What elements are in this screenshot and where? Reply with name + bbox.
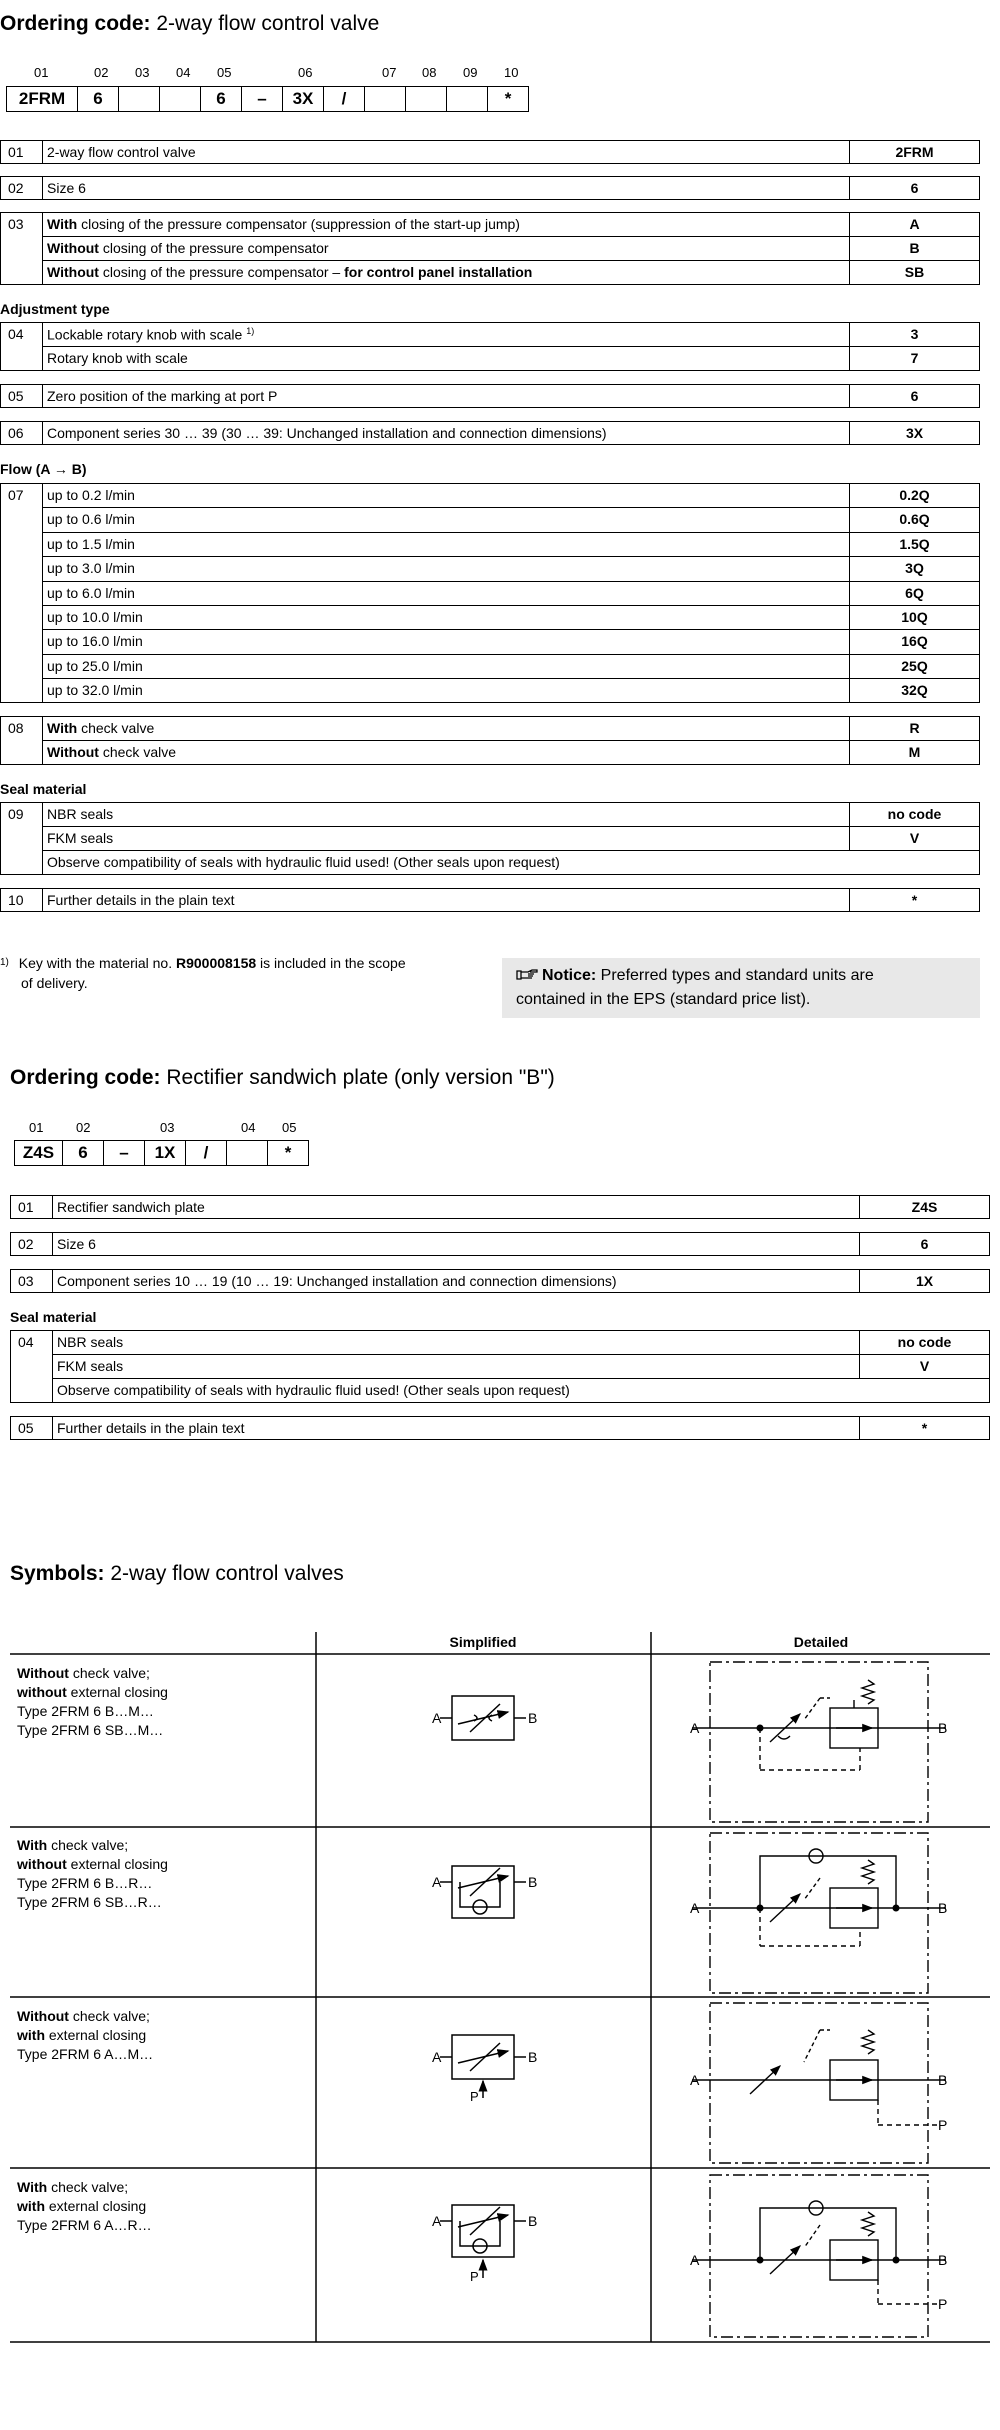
row-code: 25Q	[849, 655, 979, 678]
port-p-label: P	[470, 2089, 479, 2104]
port-p-label: P	[938, 2296, 948, 2312]
row-code: 1X	[859, 1270, 989, 1292]
port-a-label: A	[690, 2072, 700, 2088]
row-number: 01	[1, 141, 43, 163]
code-cell	[447, 86, 488, 112]
option-row-01	[0, 140, 980, 164]
code-position-numbers	[0, 65, 560, 81]
option-row-03c	[43, 261, 979, 284]
symbol-row-label-3: Without check valve; with external closing Type 2FRM 6 A…M…	[17, 2008, 154, 2062]
row-code: 7	[849, 347, 979, 370]
row-code: *	[859, 1417, 989, 1439]
row-number: 07	[1, 484, 43, 702]
port-b-label: B	[938, 1720, 948, 1736]
ordering-code-title: Ordering code: 2-way flow control valve	[0, 12, 380, 35]
simplified-symbol-3	[440, 2035, 526, 2098]
row-code: R	[849, 717, 979, 740]
row-number: 05	[1, 385, 43, 407]
flow-row	[43, 606, 979, 630]
row-number: 02	[1, 177, 43, 199]
port-a-label: A	[432, 2049, 442, 2065]
row-text: Observe compatibility of seals with hydraulic fluid used! (Other seals upon request)	[57, 1382, 570, 1398]
flow-row	[43, 557, 979, 581]
code-num: 01	[34, 65, 49, 80]
row-text: Further details in the plain text	[57, 1420, 245, 1436]
row-number: 09	[1, 803, 43, 874]
code-cell: –	[104, 1140, 145, 1166]
code-num: 04	[176, 65, 191, 80]
row-number: 01	[11, 1196, 53, 1218]
code-num: 02	[94, 65, 109, 80]
code-cell: –	[242, 86, 283, 112]
section-heading-flow: Flow (A → B)	[0, 461, 87, 477]
column-header-simplified: Simplified	[449, 1634, 517, 1650]
option-group-08	[0, 716, 980, 765]
row-number: 03	[1, 213, 43, 284]
row-number: 04	[1, 323, 43, 370]
code-cell	[227, 1140, 268, 1166]
detailed-symbol-3	[692, 2003, 946, 2163]
code-position-numbers	[0, 1120, 320, 1136]
row-text: up to 3.0 l/min	[47, 560, 135, 577]
option-group-03	[0, 212, 980, 285]
row-text: Size 6	[47, 180, 86, 196]
option-row-02	[0, 176, 980, 200]
option-row-03b	[43, 237, 979, 261]
flow-row	[43, 484, 979, 508]
row-number: 02	[11, 1233, 53, 1255]
port-a-label: A	[432, 1874, 442, 1890]
code-cell	[160, 86, 201, 112]
code-num: 07	[382, 65, 397, 80]
port-p-label: P	[938, 2117, 948, 2133]
code-cell: 2FRM	[6, 86, 78, 112]
code-cell	[365, 86, 406, 112]
row-code: no code	[859, 1331, 989, 1354]
rectifier-row-05	[10, 1416, 990, 1440]
flow-row	[43, 630, 979, 654]
row-text: FKM seals	[47, 830, 114, 846]
row-code: 0.2Q	[849, 484, 979, 507]
flow-row	[43, 508, 979, 532]
row-text: Rotary knob with scale	[47, 350, 188, 366]
rectifier-ordering-code-title: Ordering code: Rectifier sandwich plate (only version "B")	[10, 1066, 555, 1089]
footnote-mark: 1)	[0, 957, 9, 968]
rectifier-row-04a	[53, 1331, 989, 1355]
row-code: M	[849, 741, 979, 764]
option-row-08a	[43, 717, 979, 741]
section-heading-seal: Seal material	[0, 781, 87, 797]
port-b-label: B	[528, 1710, 538, 1726]
code-cell	[119, 86, 160, 112]
notice-box: Notice: Preferred types and standard units are contained in the EPS (standard price list).	[502, 958, 980, 1018]
code-num: 06	[298, 65, 313, 80]
port-a-label: A	[690, 1720, 700, 1736]
port-b-label: B	[938, 1900, 948, 1916]
row-text: Rectifier sandwich plate	[57, 1199, 205, 1215]
row-text: up to 25.0 l/min	[47, 657, 143, 674]
symbol-row-label-1: Without check valve; without external closing Type 2FRM 6 B…M… Type 2FRM 6 SB…M…	[17, 1665, 168, 1738]
simplified-symbol-1	[440, 1696, 526, 1740]
row-code: A	[849, 213, 979, 236]
row-code: 10Q	[849, 606, 979, 629]
row-text: Without check valve	[47, 744, 177, 760]
row-text: With check valve	[47, 720, 155, 736]
code-num: 03	[160, 1120, 175, 1135]
rectifier-row-03	[10, 1269, 990, 1293]
row-code: V	[859, 1355, 989, 1378]
row-text: up to 1.5 l/min	[47, 535, 135, 552]
option-row-04a	[43, 323, 979, 347]
option-row-05	[0, 384, 980, 408]
option-group-07	[0, 483, 980, 703]
rectifier-row-02	[10, 1232, 990, 1256]
row-text: up to 0.2 l/min	[47, 487, 135, 503]
row-number: 04	[11, 1331, 53, 1402]
option-row-06	[0, 421, 980, 445]
row-number: 10	[1, 889, 43, 911]
row-code: 6Q	[849, 582, 979, 605]
port-b-label: B	[528, 2049, 538, 2065]
code-num: 08	[422, 65, 437, 80]
code-cell: /	[186, 1140, 227, 1166]
port-b-label: B	[528, 2213, 538, 2229]
code-num: 04	[241, 1120, 256, 1135]
row-text: Without closing of the pressure compensator – for control panel installation	[47, 264, 533, 280]
code-num: 01	[29, 1120, 44, 1135]
simplified-symbol-2	[440, 1866, 526, 1918]
code-cell: 1X	[145, 1140, 186, 1166]
row-code: 1.5Q	[849, 533, 979, 556]
row-text: up to 0.6 l/min	[47, 511, 135, 528]
symbols-title: Symbols: 2-way flow control valves	[10, 1562, 344, 1585]
port-b-label: B	[528, 1874, 538, 1890]
row-number: 06	[1, 422, 43, 444]
code-num: 09	[463, 65, 478, 80]
option-group-09	[0, 802, 980, 875]
row-code: 3Q	[849, 557, 979, 580]
hand-pointing-icon	[516, 965, 538, 979]
column-header-detailed: Detailed	[793, 1634, 849, 1650]
row-code: 2FRM	[849, 141, 979, 163]
row-text: Component series 30 … 39 (30 … 39: Unchanged installation and connection dimensions)	[47, 425, 607, 441]
port-b-label: B	[938, 2072, 948, 2088]
row-code: B	[849, 237, 979, 260]
footnote: $^{1)}$ Key with the material no. R900008158 is included in the scope of delivery.	[0, 955, 406, 991]
row-text: With closing of the pressure compensator (suppression of the start-up jump)	[47, 216, 520, 232]
row-text: up to 10.0 l/min	[47, 609, 143, 625]
row-code: SB	[849, 261, 979, 284]
code-num: 05	[217, 65, 232, 80]
row-text: Size 6	[57, 1236, 96, 1252]
code-num: 02	[76, 1120, 91, 1135]
symbol-row-label-2: With check valve; without external closing Type 2FRM 6 B…R… Type 2FRM 6 SB…R…	[17, 1837, 168, 1910]
rectifier-group-04	[10, 1330, 990, 1403]
option-row-10	[0, 888, 980, 912]
option-row-04b	[43, 347, 979, 370]
row-text: up to 16.0 l/min	[47, 633, 143, 650]
row-text: Lockable rotary knob with scale $^{1)}$	[47, 326, 255, 343]
row-text: NBR seals	[57, 1334, 124, 1350]
port-a-label: A	[432, 2213, 442, 2229]
option-row-08b	[43, 741, 979, 764]
rectifier-row-01	[10, 1195, 990, 1219]
row-number: 03	[11, 1270, 53, 1292]
row-code: *	[849, 889, 979, 911]
row-text: Zero position of the marking at port P	[47, 388, 278, 404]
ordering-code-boxes	[6, 86, 529, 112]
row-code: 6	[849, 177, 979, 199]
row-number: 08	[1, 717, 43, 764]
code-cell: 6	[63, 1140, 104, 1166]
flow-row	[43, 679, 979, 702]
detailed-symbol-2	[692, 1833, 946, 1993]
code-cell: *	[268, 1140, 309, 1166]
port-a-label: A	[690, 2252, 700, 2268]
symbol-row-label-4: With check valve; with external closing Type 2FRM 6 A…R…	[17, 2179, 152, 2233]
code-num: 05	[282, 1120, 297, 1135]
row-code: no code	[849, 803, 979, 826]
option-group-04	[0, 322, 980, 371]
flow-row	[43, 582, 979, 606]
option-row-03a	[43, 213, 979, 237]
section-heading-adjustment: Adjustment type	[0, 301, 110, 317]
option-row-09c	[43, 851, 979, 874]
code-num: 10	[504, 65, 519, 80]
option-row-09a	[43, 803, 979, 827]
port-p-label: P	[470, 2269, 479, 2284]
flow-row	[43, 533, 979, 557]
flow-row	[43, 655, 979, 679]
row-text: Without closing of the pressure compensator	[47, 240, 329, 256]
row-text: Component series 10 … 19 (10 … 19: Unchanged installation and connection dimensions)	[57, 1273, 617, 1289]
port-a-label: A	[690, 1900, 700, 1916]
row-code: 16Q	[849, 630, 979, 653]
row-text: Observe compatibility of seals with hydraulic fluid used! (Other seals upon request)	[47, 854, 560, 870]
row-code: 3	[849, 323, 979, 346]
row-text: NBR seals	[47, 806, 114, 822]
row-number: 05	[11, 1417, 53, 1439]
detailed-symbol-1	[692, 1662, 946, 1822]
code-cell: 3X	[283, 86, 324, 112]
code-cell: 6	[201, 86, 242, 112]
detailed-symbol-4	[692, 2175, 946, 2337]
row-text: up to 6.0 l/min	[47, 584, 135, 601]
port-b-label: B	[938, 2252, 948, 2268]
code-cell: *	[488, 86, 529, 112]
code-cell	[406, 86, 447, 112]
code-cell: /	[324, 86, 365, 112]
code-cell: 6	[78, 86, 119, 112]
row-code: Z4S	[859, 1196, 989, 1218]
row-code: V	[849, 827, 979, 850]
row-text: up to 32.0 l/min	[47, 682, 143, 699]
simplified-symbol-4	[440, 2205, 526, 2278]
option-row-09b	[43, 827, 979, 851]
row-code: 6	[849, 385, 979, 407]
code-num: 03	[135, 65, 150, 80]
row-code: 6	[859, 1233, 989, 1255]
rectifier-row-04b	[53, 1355, 989, 1379]
row-text: Further details in the plain text	[47, 892, 235, 908]
rectifier-row-04c	[53, 1379, 989, 1402]
row-text: 2-way flow control valve	[47, 144, 196, 160]
rectifier-code-boxes	[14, 1140, 309, 1166]
row-code: 0.6Q	[849, 508, 979, 531]
row-code: 32Q	[849, 679, 979, 702]
code-cell: Z4S	[14, 1140, 63, 1166]
row-text: FKM seals	[57, 1358, 124, 1374]
row-code: 3X	[849, 422, 979, 444]
port-a-label: A	[432, 1710, 442, 1726]
rectifier-seal-heading: Seal material	[10, 1309, 97, 1325]
